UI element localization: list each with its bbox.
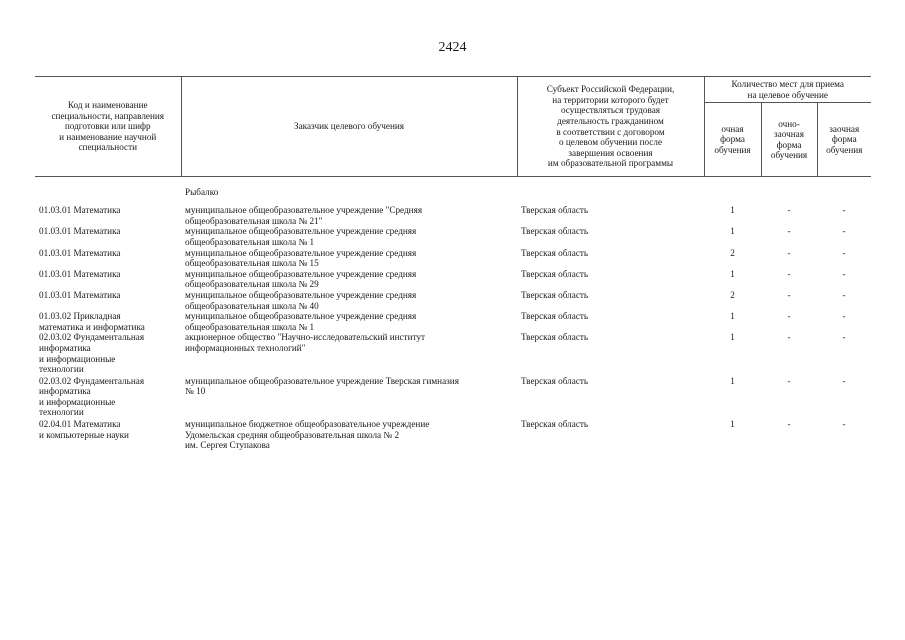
cell-parttime: -: [787, 205, 791, 216]
cell-customer: муниципальное общеобразовательное учреждение средняя общеобразовательная школа № 29: [185, 268, 417, 290]
cell-distance: -: [842, 419, 846, 430]
table-row: [35, 311, 871, 332]
cell-code: 01.03.01 Математика: [39, 289, 121, 300]
table-header: [35, 77, 871, 177]
cell-parttime: -: [787, 289, 791, 300]
cell-parttime: -: [787, 268, 791, 279]
cell-customer: муниципальное общеобразовательное учреждение средняя общеобразовательная школа № 1: [185, 226, 417, 247]
cell-region: Тверская область: [521, 311, 589, 322]
admission-quota-table: [35, 76, 871, 451]
cell-customer: муниципальное общеобразовательное учреждение "Средняя общеобразовательная школа № 21": [185, 205, 423, 226]
cell-customer: муниципальное общеобразовательное учреждение Тверская гимназия № 10: [185, 375, 459, 397]
cell-fulltime: 1: [730, 311, 735, 322]
cell-distance: -: [842, 268, 846, 279]
cell-parttime: -: [787, 375, 791, 386]
cell-code: 02.04.01 Математика и компьютерные науки: [39, 419, 129, 440]
cell-distance: -: [842, 226, 846, 237]
cell-fulltime: 2: [730, 247, 735, 258]
cell-code: 01.03.02 Прикладная математика и информатика: [39, 311, 145, 332]
header-code: Код и наименование специальности, направления подготовки или шифр и наименование научной специальности: [35, 77, 181, 177]
table-row: [35, 376, 871, 419]
cell-distance: -: [842, 311, 846, 322]
cell-fulltime: 1: [730, 419, 735, 430]
header-distance: заочная форма обучения: [817, 103, 871, 177]
header-region: Субъект Российской Федерации, на территории которого будет осуществляться трудовая деятельность гражданином в соответствии с договором о целевом обучении после завершения освоения им образовательной программы: [517, 77, 704, 177]
cell-region: Тверская область: [521, 419, 589, 430]
cell-region: Тверская область: [521, 205, 589, 216]
cell-customer: муниципальное общеобразовательное учреждение средняя общеобразовательная школа № 1: [185, 311, 417, 332]
cell-distance: -: [842, 205, 846, 216]
cell-customer: муниципальное общеобразовательное учреждение средняя общеобразовательная школа № 15: [185, 247, 417, 269]
cell-code: 02.03.02 Фундаментальная информатика и информационные технологии: [39, 375, 145, 418]
cell-fulltime: 1: [730, 268, 735, 279]
table-row: [35, 290, 871, 311]
table-row: [35, 269, 871, 290]
table-row: [35, 248, 871, 269]
table-body: [35, 177, 871, 451]
cell-customer: акционерное общество "Научно-исследовательский институт информационных технологий": [185, 332, 426, 353]
cell-parttime: -: [787, 311, 791, 322]
cell-fulltime: 1: [730, 205, 735, 216]
cell-parttime: -: [787, 332, 791, 343]
header-customer: Заказчик целевого обучения: [181, 77, 517, 177]
cell-region: Тверская область: [521, 289, 589, 300]
cell-parttime: -: [787, 247, 791, 258]
table-row: [35, 205, 871, 226]
cell-fulltime: 1: [730, 332, 735, 343]
cell-fulltime: 1: [730, 226, 735, 237]
section-label: Рыбалко: [185, 187, 219, 198]
cell-code: 01.03.01 Математика: [39, 268, 121, 279]
table-row: [35, 332, 871, 375]
cell-region: Тверская область: [521, 375, 589, 386]
cell-customer: муниципальное бюджетное общеобразовательное учреждение Удомельская средняя общеобразовательная школа № 2 им. Сергея Ступакова: [185, 419, 430, 451]
cell-code: 01.03.01 Математика: [39, 226, 121, 237]
cell-distance: -: [842, 289, 846, 300]
cell-code: 02.03.02 Фундаментальная информатика и информационные технологии: [39, 332, 145, 375]
header-places: Количество мест для приема на целевое обучение: [704, 77, 871, 103]
header-fulltime: очная форма обучения: [704, 103, 761, 177]
cell-region: Тверская область: [521, 332, 589, 343]
cell-parttime: -: [787, 419, 791, 430]
cell-fulltime: 1: [730, 375, 735, 386]
cell-region: Тверская область: [521, 226, 589, 237]
table-row: [35, 419, 871, 451]
cell-distance: -: [842, 375, 846, 386]
cell-parttime: -: [787, 226, 791, 237]
cell-distance: -: [842, 247, 846, 258]
cell-region: Тверская область: [521, 268, 589, 279]
page-number: 2424: [438, 40, 467, 55]
cell-fulltime: 2: [730, 289, 735, 300]
section-row: [35, 187, 871, 205]
cell-code: 01.03.01 Математика: [39, 247, 121, 258]
header-parttime: очно- заочная форма обучения: [761, 103, 817, 177]
cell-customer: муниципальное общеобразовательное учреждение средняя общеобразовательная школа № 40: [185, 289, 417, 311]
cell-code: 01.03.01 Математика: [39, 205, 121, 216]
cell-distance: -: [842, 332, 846, 343]
table-row: [35, 226, 871, 247]
cell-region: Тверская область: [521, 247, 589, 258]
